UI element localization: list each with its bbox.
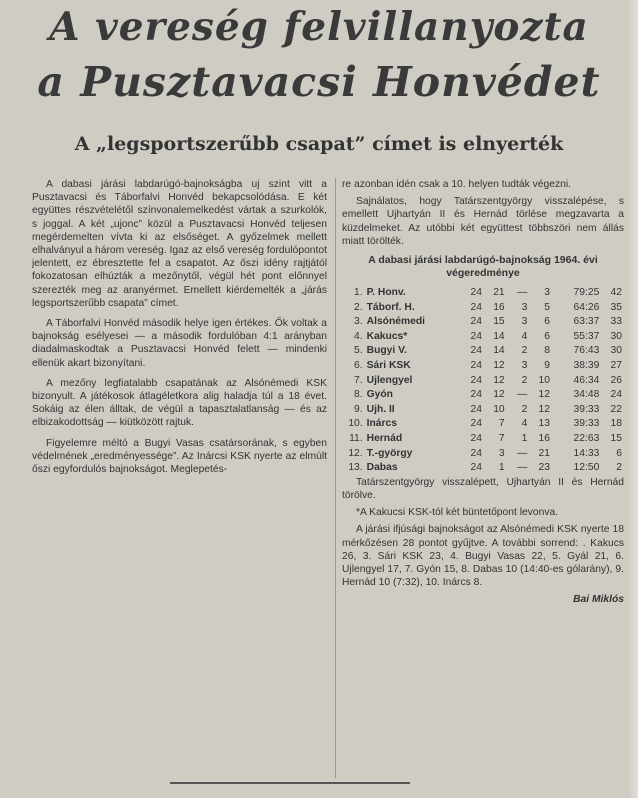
- cell-rank: 3.: [354, 316, 363, 328]
- cell-p: 24: [470, 316, 483, 328]
- cell-l: 9: [544, 359, 550, 371]
- cell-goals: 76:43: [573, 345, 600, 357]
- headline-line-1: A vereség felvillanyozta: [49, 4, 589, 50]
- cell-goals: 38:39: [573, 359, 600, 371]
- cell-w: 12: [493, 359, 505, 371]
- cell-p: 24: [470, 345, 483, 357]
- cell-d: 4: [521, 418, 528, 430]
- table-row: [342, 359, 624, 374]
- paragraph: A Táborfalvi Honvéd második helye igen értékes. Ők voltak a bajnokság esélyesei — a második fordulóban 4:1 arányban diadalmaskodtak a Pusztavacsi Honvéd felett — mindenki ellenük akart bizonyítani.: [32, 318, 327, 369]
- cell-pts: 26: [610, 374, 622, 386]
- cell-l: 3: [544, 287, 550, 299]
- cell-pts: 33: [610, 316, 622, 328]
- cell-pts: 22: [610, 403, 622, 415]
- cell-p: 24: [470, 447, 483, 459]
- cell-l: 13: [538, 418, 550, 430]
- cell-p: 24: [470, 287, 483, 299]
- table-row: [342, 315, 624, 330]
- cell-rank: 6.: [354, 359, 363, 371]
- cell-w: 14: [493, 330, 505, 342]
- paragraph: re azonban idén csak a 10. helyen tudták végezni.: [342, 179, 571, 190]
- subheadline: A „legsportszerűbb csapat” címet is elnyerték: [74, 133, 564, 155]
- table-row: [342, 388, 624, 403]
- cell-rank: 4.: [354, 330, 363, 342]
- cell-w: 12: [493, 389, 505, 401]
- cell-d: 3: [521, 316, 528, 328]
- cell-team: T.-györgy: [366, 447, 413, 459]
- headline-line-2: a Pusztavacsi Honvédet: [37, 58, 601, 106]
- cell-p: 24: [470, 389, 483, 401]
- table-row: [342, 330, 624, 345]
- cell-w: 7: [498, 418, 505, 430]
- standings-title: A dabasi járási labdarúgó-bajnokság 1964. évi végeredménye: [368, 254, 598, 280]
- table-row: [342, 374, 624, 389]
- table-row: [342, 417, 624, 432]
- table-row: [342, 344, 624, 359]
- cell-team: Dabas: [366, 462, 398, 474]
- paragraph: A mezőny legfiatalabb csapatának az Alsónémedi KSK bizonyult. A játékosok átlagéletkora alig haladja túl a 18 évet. Sokáig az élen álltak, de végül a tapasztalatlanság — és az elbizakodottság — kiütközött rajtuk.: [32, 377, 327, 429]
- cell-l: 8: [544, 345, 550, 357]
- cell-team: Kakucs*: [366, 330, 408, 342]
- cell-d: 2: [521, 403, 528, 415]
- right-column: [342, 178, 624, 607]
- cell-w: 14: [493, 345, 505, 357]
- cell-goals: 22:63: [573, 432, 600, 444]
- cell-w: 10: [493, 403, 505, 415]
- table-row: [342, 447, 624, 462]
- cell-p: 24: [470, 403, 483, 415]
- cell-p: 24: [470, 301, 483, 313]
- cell-l: 5: [544, 301, 550, 313]
- cell-team: Sári KSK: [366, 359, 411, 371]
- cell-d: —: [517, 462, 528, 474]
- table-row: [342, 403, 624, 418]
- cell-w: 15: [493, 316, 505, 328]
- cell-rank: 10.: [348, 418, 363, 430]
- cell-rank: 11.: [349, 432, 363, 444]
- cell-w: 1: [498, 462, 505, 474]
- cell-rank: 9.: [354, 403, 363, 415]
- cell-team: Ujh. II: [366, 403, 395, 415]
- cell-goals: 39:33: [573, 403, 600, 415]
- cell-team: Bugyi V.: [366, 345, 407, 357]
- cell-w: 7: [498, 432, 505, 444]
- author-signature: Bai Miklós: [573, 594, 624, 606]
- table-row: [342, 301, 624, 316]
- cell-pts: 15: [610, 432, 622, 444]
- cell-rank: 1.: [354, 287, 363, 299]
- cell-goals: 12:50: [573, 462, 600, 474]
- paragraph: Sajnálatos, hogy Tatárszentgyörgy visszalépése, s emellett Ujhartyán II és Hernád törlése megzavarta a küzdelmeket. Az utóbbi két együttest többszöri nem állás miatt törölték.: [342, 196, 624, 247]
- cell-rank: 8.: [354, 389, 363, 401]
- standings-note: *A Kakucsi KSK-tól két büntetőpont levonva.: [356, 507, 559, 519]
- cell-w: 12: [493, 374, 505, 386]
- cell-goals: 79:25: [573, 287, 600, 299]
- cell-w: 3: [498, 447, 505, 459]
- paragraph: Figyelemre méltó a Bugyi Vasas csatársorának, s egyben védelmének „eredményessége”. Az Inárcsi KSK nyerte az elmúlt őszi egyfordulós bajnokságot. Meglepetés-: [32, 437, 327, 476]
- cell-d: 2: [521, 374, 528, 386]
- table-row: [342, 432, 624, 447]
- standings-table: [342, 286, 624, 476]
- cell-l: 21: [538, 447, 550, 459]
- cell-pts: 30: [610, 330, 622, 342]
- cell-l: 6: [544, 330, 550, 342]
- cell-p: 24: [470, 418, 483, 430]
- cell-team: Inárcs: [366, 418, 397, 430]
- cell-team: Hernád: [366, 432, 403, 444]
- cell-w: 21: [493, 287, 505, 299]
- cell-rank: 2.: [354, 301, 363, 313]
- cell-goals: 14:33: [573, 447, 600, 459]
- cell-goals: 39:33: [573, 418, 600, 430]
- cell-l: 12: [538, 389, 550, 401]
- cell-team: Ujlengyel: [366, 374, 413, 386]
- cell-d: —: [517, 447, 528, 459]
- cell-l: 12: [538, 403, 550, 415]
- cell-p: 24: [470, 330, 483, 342]
- cell-l: 6: [544, 316, 550, 328]
- bottom-rule: [170, 782, 410, 784]
- cell-pts: 42: [610, 287, 622, 299]
- table-row: [342, 461, 624, 476]
- cell-d: 4: [521, 330, 528, 342]
- cell-w: 16: [493, 301, 505, 313]
- cell-team: Alsónémedi: [366, 316, 426, 328]
- cell-rank: 7.: [354, 374, 363, 386]
- cell-p: 24: [470, 462, 483, 474]
- cell-d: 2: [521, 345, 528, 357]
- cell-pts: 27: [610, 359, 622, 371]
- cell-pts: 30: [610, 345, 622, 357]
- cell-p: 24: [470, 432, 483, 444]
- cell-pts: 18: [610, 418, 622, 430]
- cell-pts: 24: [610, 389, 622, 401]
- cell-team: P. Honv.: [366, 287, 406, 299]
- paragraph: A dabasi járási labdarúgó-bajnokságba uj szint vitt a Pusztavacsi és Táborfalvi Honvéd bekapcsolódása. E két együttes részvételétől színvonalemelkedést vártak a szurkolók, s joggal. A két „ujonc” közül a Pusztavacsi Honvéd teljesen megérdemelten vívta ki az elsőséget. A győzelmek mellett elhalványul a három vereség. Igaz az első vereség fordulópontot jelentett, ez ébresztette fel a csapatot. Az őszi idény rajtjától fokozatosan elhúzták a mezőnytől, végül hét pont előnnyel szerezték meg az aranyérmet. Emellett kiérdemelték a „járás legsportszerűbb csapata” címet.: [32, 179, 327, 309]
- cell-goals: 46:34: [573, 374, 600, 386]
- cell-rank: 12.: [348, 447, 363, 459]
- cell-team: Táborf. H.: [366, 301, 415, 313]
- cell-rank: 5.: [354, 345, 363, 357]
- column-divider: [335, 178, 336, 778]
- table-row: [342, 286, 624, 301]
- cell-pts: 6: [616, 447, 622, 459]
- cell-p: 24: [470, 359, 483, 371]
- cell-l: 23: [538, 462, 550, 474]
- paragraph: A járási ifjúsági bajnokságot az Alsónémedi KSK nyerte 18 mérkőzésen 28 pontot gyűjtve. A további sorrend: . Kakucs 26, 3. Sári KSK 23, 4. Bugyi Vasas 22, 5. Gyál 21, 6. Ujlengyel 17, 7. Gyón 15, 8. Dabas 10 (14:40-es gólarány), 9. Hernád 10 (7:32), 10. Inárcs 8.: [342, 524, 624, 589]
- cell-l: 10: [538, 374, 550, 386]
- cell-l: 16: [538, 432, 550, 444]
- cell-p: 24: [470, 374, 483, 386]
- cell-d: —: [517, 287, 528, 299]
- cell-rank: 13.: [348, 462, 363, 474]
- cell-goals: 63:37: [573, 316, 600, 328]
- cell-goals: 64:26: [573, 301, 600, 313]
- cell-pts: 2: [616, 462, 622, 474]
- scan-edge: [628, 0, 638, 798]
- cell-d: —: [517, 389, 528, 401]
- cell-goals: 34:48: [573, 389, 600, 401]
- left-column: [32, 178, 327, 480]
- cell-d: 1: [521, 432, 528, 444]
- cell-d: 3: [521, 301, 528, 313]
- cell-d: 3: [521, 359, 528, 371]
- cell-team: Gyón: [366, 389, 393, 401]
- standings-note: Tatárszentgyörgy visszalépett, Ujhartyán II és Hernád törölve.: [342, 476, 624, 501]
- cell-goals: 55:37: [573, 330, 600, 342]
- cell-pts: 35: [610, 301, 622, 313]
